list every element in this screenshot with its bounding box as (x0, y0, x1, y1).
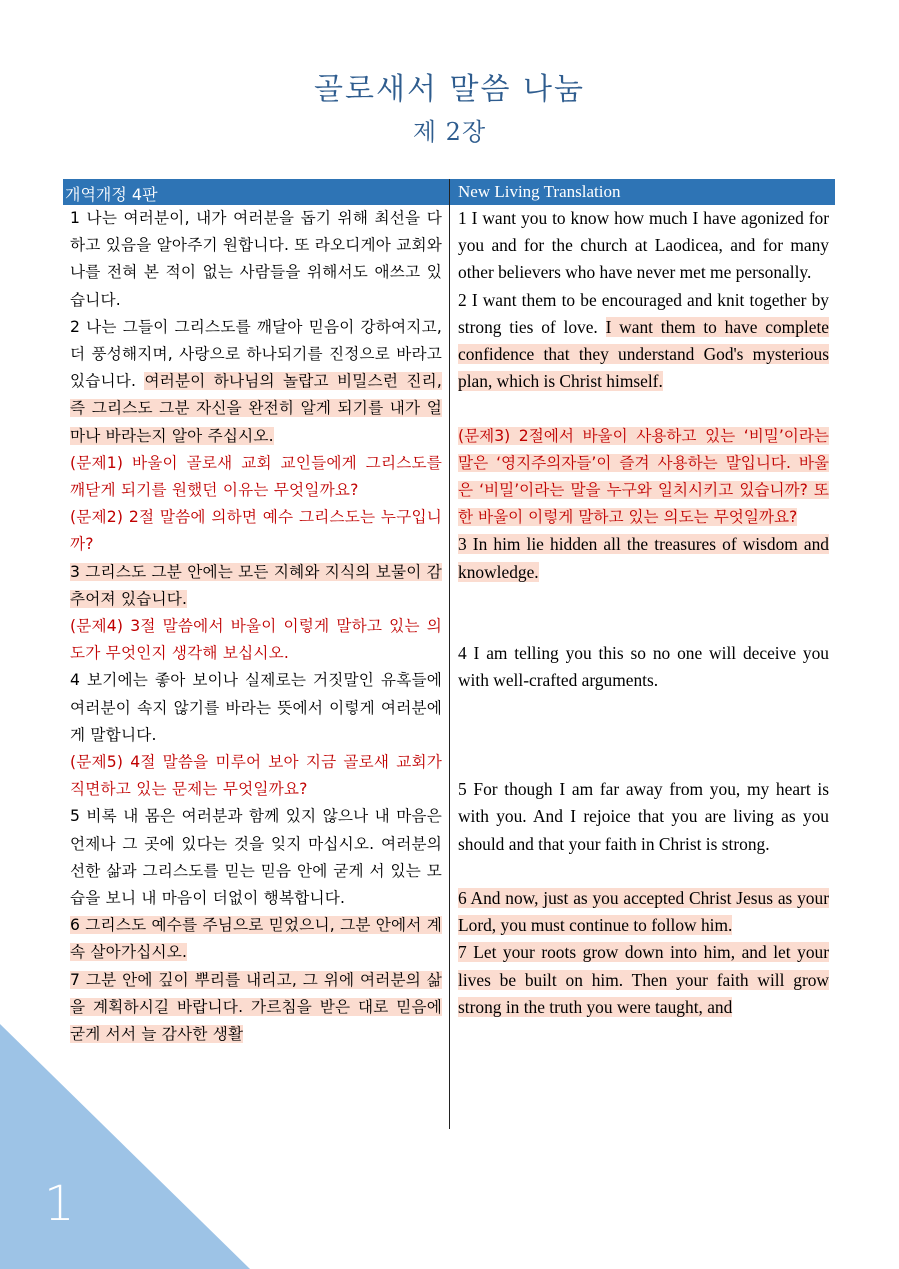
korean-column (70, 205, 442, 1048)
verse-7-english-highlight: 7 Let your roots grow down into him, and let your lives be built on him. Then your faith will grow strong in the truth you were taught, and (458, 942, 829, 1017)
verse-1-english: 1 I want you to know how much I have agonized for you and for the church at Laodicea, and for many other believers who have never met me personally. (458, 208, 829, 283)
spacer (458, 749, 829, 776)
spacer (458, 695, 829, 722)
question-4: (문제4) 3절 말씀에서 바울이 이렇게 말하고 있는 의도가 무엇인지 생각해 보십시오. (70, 617, 442, 663)
verse-7-english (458, 939, 829, 1021)
header-right-translation: New Living Translation (458, 182, 621, 201)
verse-3-korean-highlight: 3 그리스도 그분 안에는 모든 지혜와 지식의 보물이 감추어져 있습니다. (70, 562, 442, 608)
verse-4-english: 4 I am telling you this so no one will deceive you with well-crafted arguments. (458, 643, 829, 691)
spacer (458, 586, 829, 613)
spacer (458, 395, 829, 422)
page-title: 골로새서 말씀 나눔 (314, 72, 585, 107)
chapter-subtitle: 제 2장 (412, 118, 487, 146)
verse-6-korean-highlight: 6 그리스도 예수를 주님으로 믿었으니, 그분 안에서 계속 살아가십시오. (70, 916, 442, 962)
verse-7-korean-highlight: 7 그분 안에 깊이 뿌리를 내리고, 그 위에 여러분의 삶을 계획하시길 바랍니다. 가르침을 받은 대로 믿음에 굳게 서서 늘 감사한 생활 (70, 970, 442, 1044)
question-1: (문제1) 바울이 골로새 교회 교인들에게 그리스도를 깨닫게 되기를 원했던 이유는 무엇일까요? (70, 453, 442, 500)
verse-3-korean (70, 559, 442, 613)
header-left-translation: 개역개정 4판 (65, 185, 158, 204)
verse-2-english (458, 287, 829, 396)
verse-7-korean (70, 967, 442, 1049)
verse-2-english-part1: 2 I want them to be encouraged and knit together by strong ties of love. (458, 289, 829, 337)
corner-triangle-decoration (0, 1024, 250, 1269)
question-2: (문제2) 2절 말씀에 의하면 예수 그리스도는 누구입니까? (70, 508, 442, 554)
verse-2-korean (70, 314, 442, 450)
spacer (458, 613, 829, 640)
verse-5-korean: 5 비록 내 몸은 여러분과 함께 있지 않으나 내 마음은 언제나 그 곳에 있다는 것을 잊지 마십시오. 여러분의 선한 삶과 그리스도를 믿는 믿음 안에 굳게 서 있는 모습을 보니 내 마음이 더없이 행복합니다. (70, 807, 442, 908)
verse-2-korean-part1: 2 나는 그들이 그리스도를 깨달아 믿음이 강하여지고, 더 풍성해지며, 사랑으로 하나되기를 진정으로 바라고 있습니다. (70, 317, 442, 391)
verse-6-english (458, 885, 829, 939)
verse-6-korean (70, 912, 442, 966)
question-3 (458, 423, 829, 532)
verse-2-korean-highlight: 여러분이 하나님의 놀랍고 비밀스런 진리, 즉 그리스도 그분 자신을 완전히 알게 되기를 내가 얼마나 바라는지 알아 주십시오. (70, 372, 443, 445)
column-divider (449, 179, 450, 1129)
verse-3-english-highlight: 3 In him lie hidden all the treasures of wisdom and knowledge. (458, 534, 829, 582)
english-column (458, 205, 829, 1021)
spacer (458, 858, 829, 885)
verse-1-korean: 1 나는 여러분이, 내가 여러분을 돕기 위해 최선을 다하고 있음을 알아주기 원합니다. 또 라오디게아 교회와 나를 전혀 본 적이 없는 사람들을 위해서도 애쓰고 있습니다. (70, 209, 442, 309)
question-5: (문제5) 4절 말씀을 미루어 보아 지금 골로새 교회가 직면하고 있는 문제는 무엇일까요? (70, 753, 442, 799)
verse-5-english: 5 For though I am far away from you, my heart is with you. And I rejoice that you are living as you should and that your faith in Christ is strong. (458, 779, 829, 854)
verse-2-english-highlight: I want them to have complete confidence that they understand God's mysterious plan, which is Christ himself. (458, 316, 829, 392)
page-number: 1 (44, 1176, 75, 1232)
spacer (458, 722, 829, 749)
verse-3-english (458, 531, 829, 585)
question-3-highlight: (문제3) 2절에서 바울이 사용하고 있는 ‘비밀’이라는 말은 ‘영지주의자들’이 즐겨 사용하는 말입니다. 바울은 ‘비밀’이라는 말을 누구와 일치시키고 있습니까? 또한 바울이 이렇게 말하고 있는 의도는 무엇일까요? (458, 426, 829, 527)
verse-4-korean: 4 보기에는 좋아 보이나 실제로는 거짓말인 유혹들에 여러분이 속지 않기를 바라는 뜻에서 이렇게 여러분에게 말합니다. (70, 671, 442, 744)
verse-6-english-highlight: 6 And now, just as you accepted Christ Jesus as your Lord, you must continue to follow him. (458, 887, 829, 936)
